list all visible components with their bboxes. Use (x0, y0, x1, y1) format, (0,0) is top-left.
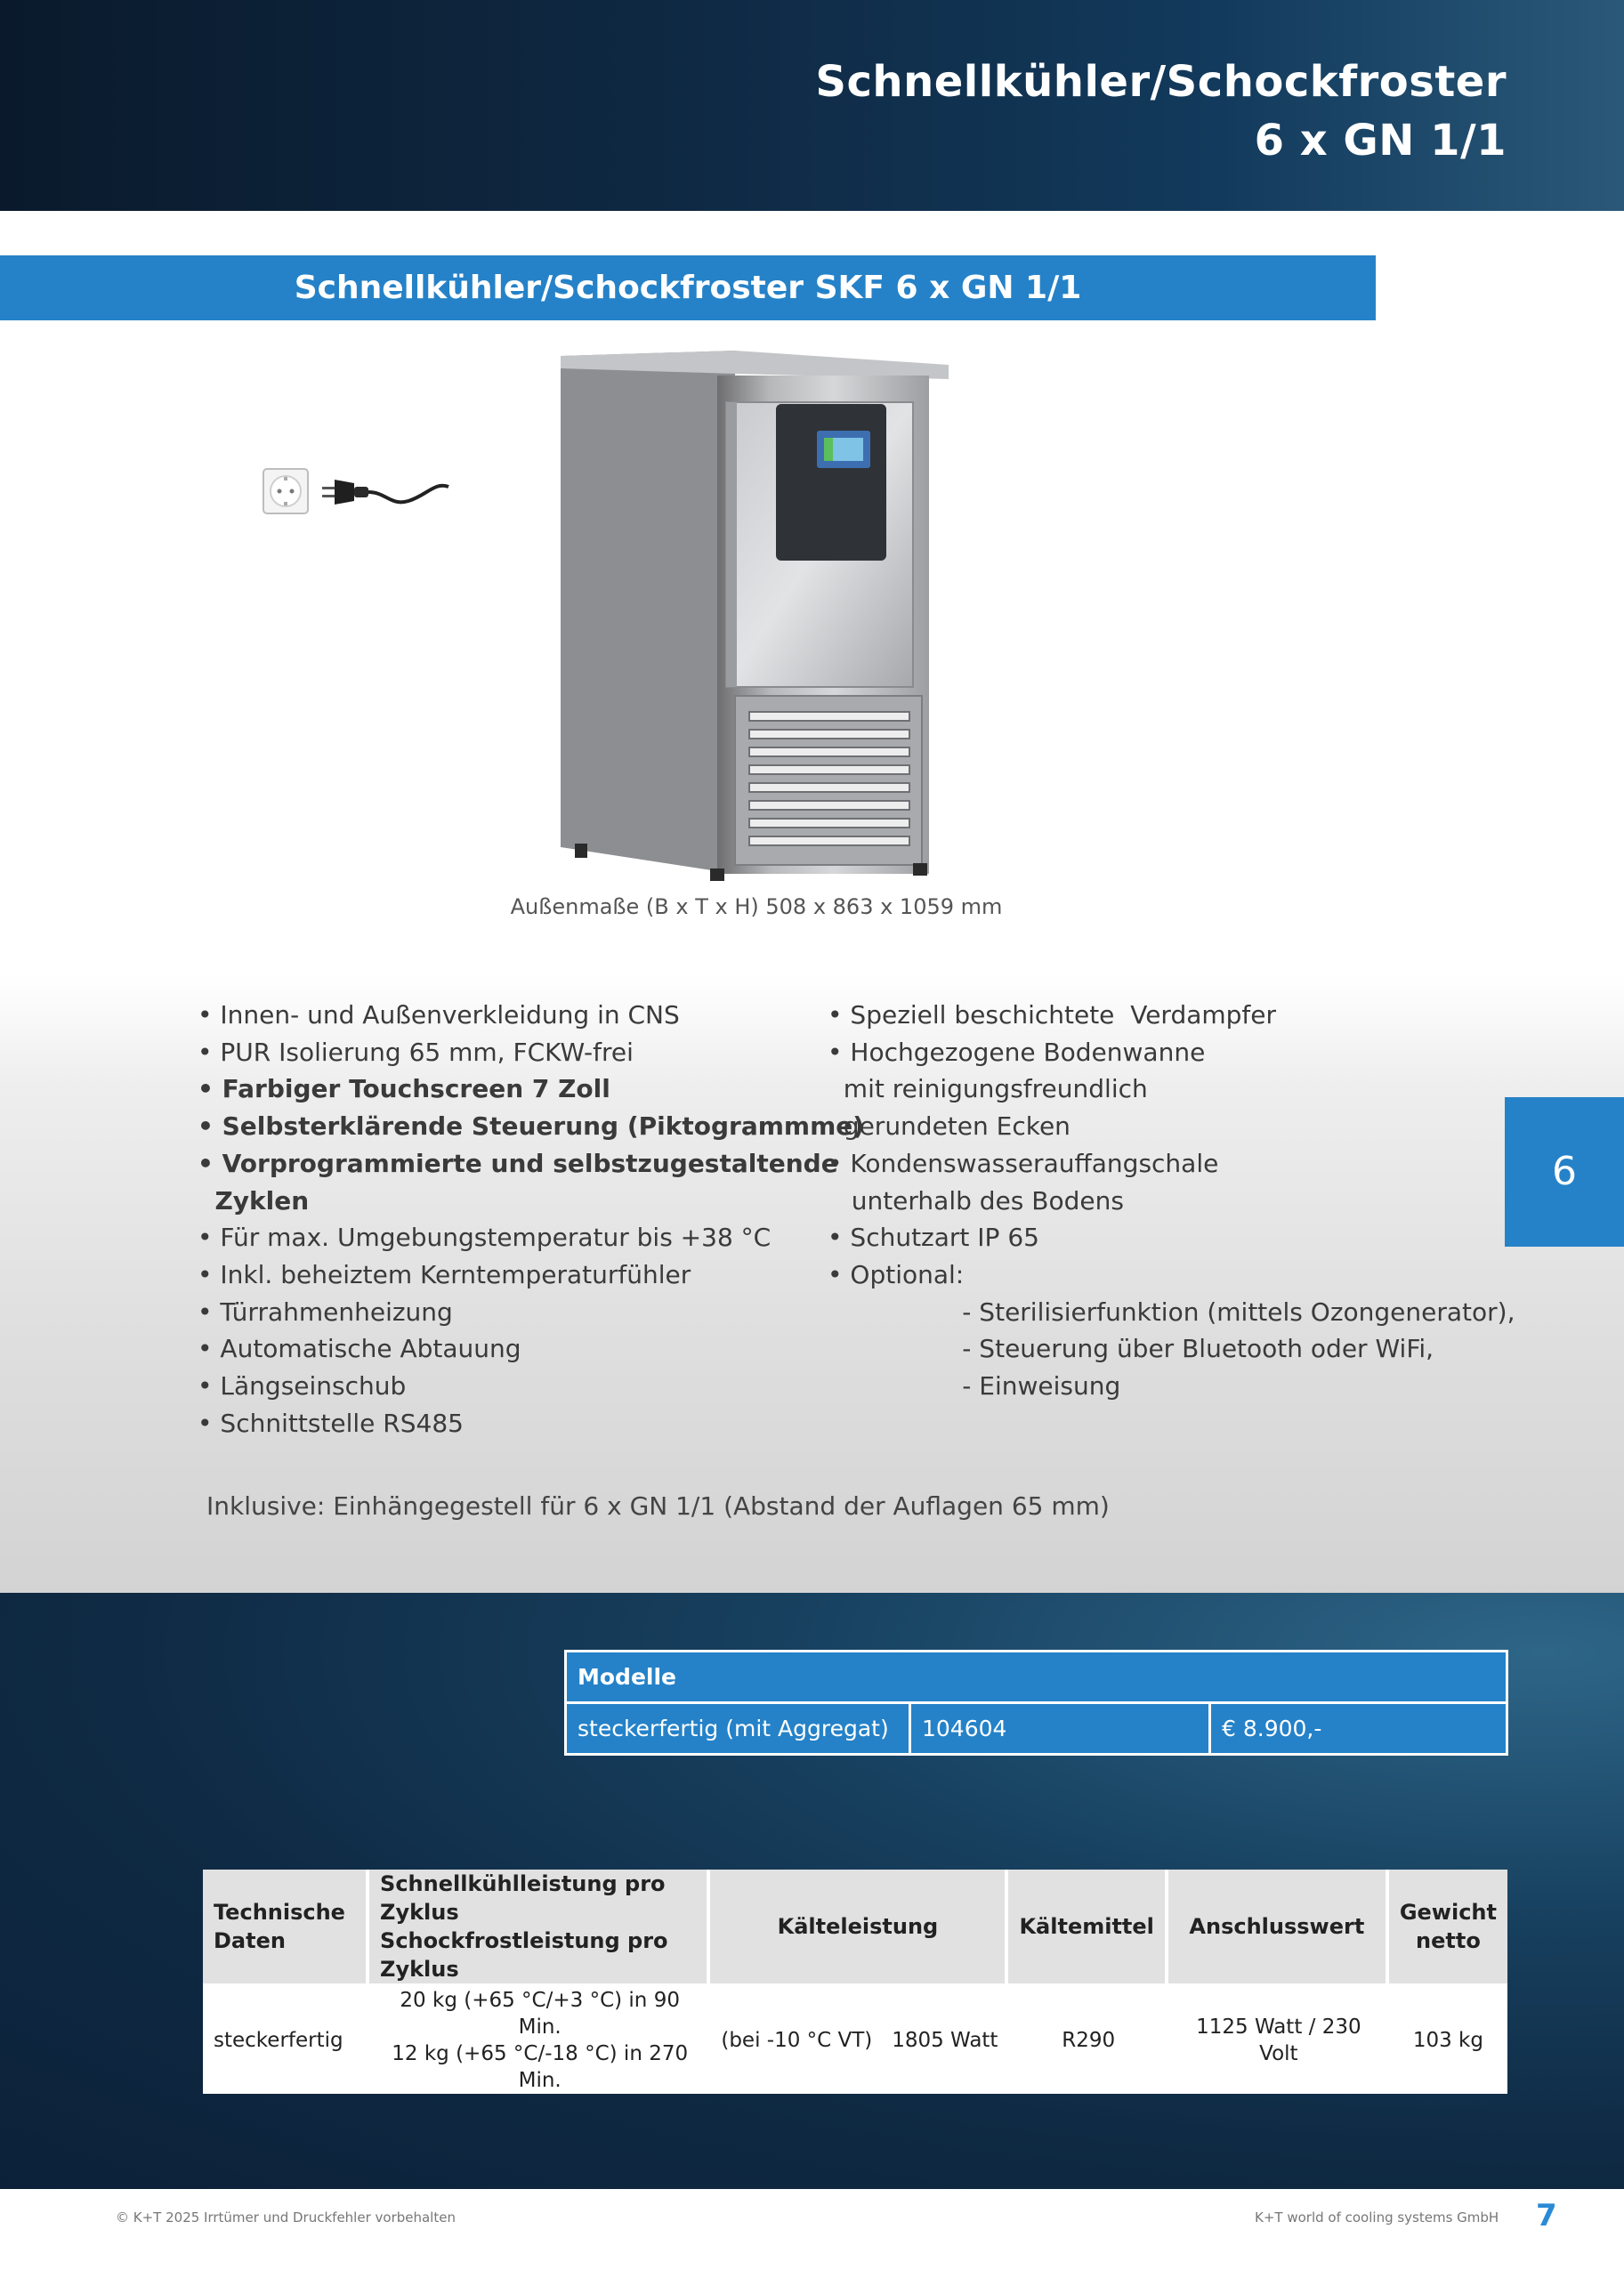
product-image (557, 349, 949, 883)
table-row (566, 1703, 1507, 1755)
models-table (564, 1650, 1508, 1756)
list-item: • Schutzart IP 65 (828, 1223, 1039, 1253)
list-item: - Steuerung über Bluetooth oder WiFi, (828, 1334, 1434, 1364)
list-item: • Inkl. beheiztem Kerntemperaturfühler (198, 1259, 691, 1289)
list-item: • Innen- und Außenverkleidung in CNS (198, 1000, 680, 1030)
column-header: Kältemittel (1008, 1870, 1168, 1983)
refrigerant-cell: R290 (1008, 1983, 1168, 2094)
weight-cell: 103 kg (1389, 1983, 1507, 2094)
dimensions-caption: Außenmaße (B x T x H) 508 x 863 x 1059 mm (510, 894, 1003, 919)
plug-icon (262, 465, 450, 519)
connection-cell: 1125 Watt / 230 Volt (1168, 1983, 1389, 2094)
list-item: • Kondenswasserauffangschale (828, 1148, 1219, 1178)
list-item: • Farbiger Touchscreen 7 Zoll (198, 1074, 610, 1104)
footer-company: K+T world of cooling systems GmbH (1255, 2209, 1499, 2225)
cooling-capacity-cell: (bei -10 °C VT) 1805 Watt (710, 1983, 1008, 2094)
chapter-tab[interactable]: 6 (1505, 1097, 1624, 1247)
list-item: • PUR Isolierung 65 mm, FCKW-frei (198, 1037, 634, 1067)
page-number: 7 (1536, 2198, 1557, 2234)
column-header: Schnellkühlleistung pro Zyklus Schockfrostleistung pro Zyklus (369, 1870, 710, 1983)
list-item: - Sterilisierfunktion (mittels Ozongenerator), (828, 1297, 1515, 1327)
product-title: Schnellkühler/Schockfroster SKF 6 x GN 1/1 (294, 270, 1082, 306)
page-title-line2: 6 x GN 1/1 (1254, 116, 1507, 166)
list-item: Zyklen (198, 1185, 310, 1216)
type-cell: steckerfertig (203, 1983, 369, 2094)
model-name-cell: steckerfertig (mit Aggregat) (566, 1703, 910, 1755)
list-item: • Schnittstelle RS485 (198, 1408, 464, 1438)
column-header: Technische Daten (203, 1870, 369, 1983)
features-left-list (198, 997, 865, 1442)
list-item: • Optional: (828, 1259, 965, 1289)
models-table-header: Modelle (566, 1652, 1507, 1703)
features-right-list (828, 997, 1515, 1405)
list-item: gerundeten Ecken (828, 1111, 1071, 1142)
article-number-cell: 104604 (910, 1703, 1210, 1755)
list-item: • Für max. Umgebungstemperatur bis +38 °C (198, 1223, 772, 1253)
page-title-line1: Schnellkühler/Schockfroster (815, 57, 1507, 107)
list-item: • Automatische Abtauung (198, 1334, 521, 1364)
footer-copyright: © K+T 2025 Irrtümer und Druckfehler vorbehalten (116, 2209, 456, 2225)
column-header: Anschlusswert (1168, 1870, 1389, 1983)
list-item: • Längseinschub (198, 1371, 407, 1402)
table-row (203, 1983, 1507, 2094)
list-item: - Einweisung (828, 1371, 1121, 1402)
list-item: • Speziell beschichtete Verdampfer (828, 1000, 1277, 1030)
price-cell: € 8.900,- (1210, 1703, 1507, 1755)
list-item: • Selbsterklärende Steuerung (Piktogrammme) (198, 1111, 865, 1142)
list-item: mit reinigungsfreundlich (828, 1074, 1148, 1104)
footer (0, 2189, 1624, 2278)
column-header: Gewicht netto (1389, 1870, 1507, 1983)
tech-data-table (203, 1870, 1507, 2094)
list-item: • Türrahmenheizung (198, 1297, 453, 1327)
table-header-row (203, 1870, 1507, 1983)
product-title-bar (0, 255, 1376, 320)
list-item: • Hochgezogene Bodenwanne (828, 1037, 1206, 1067)
column-header: Kälteleistung (710, 1870, 1008, 1983)
list-item: unterhalb des Bodens (828, 1185, 1124, 1216)
list-item: • Vorprogrammierte und selbstzugestaltende (198, 1148, 838, 1178)
capacity-cell: 20 kg (+65 °C/+3 °C) in 90 Min. 12 kg (+65 °C/-18 °C) in 270 Min. (369, 1983, 710, 2094)
included-note: Inklusive: Einhängegestell für 6 x GN 1/1 (Abstand der Auflagen 65 mm) (206, 1491, 1110, 1521)
